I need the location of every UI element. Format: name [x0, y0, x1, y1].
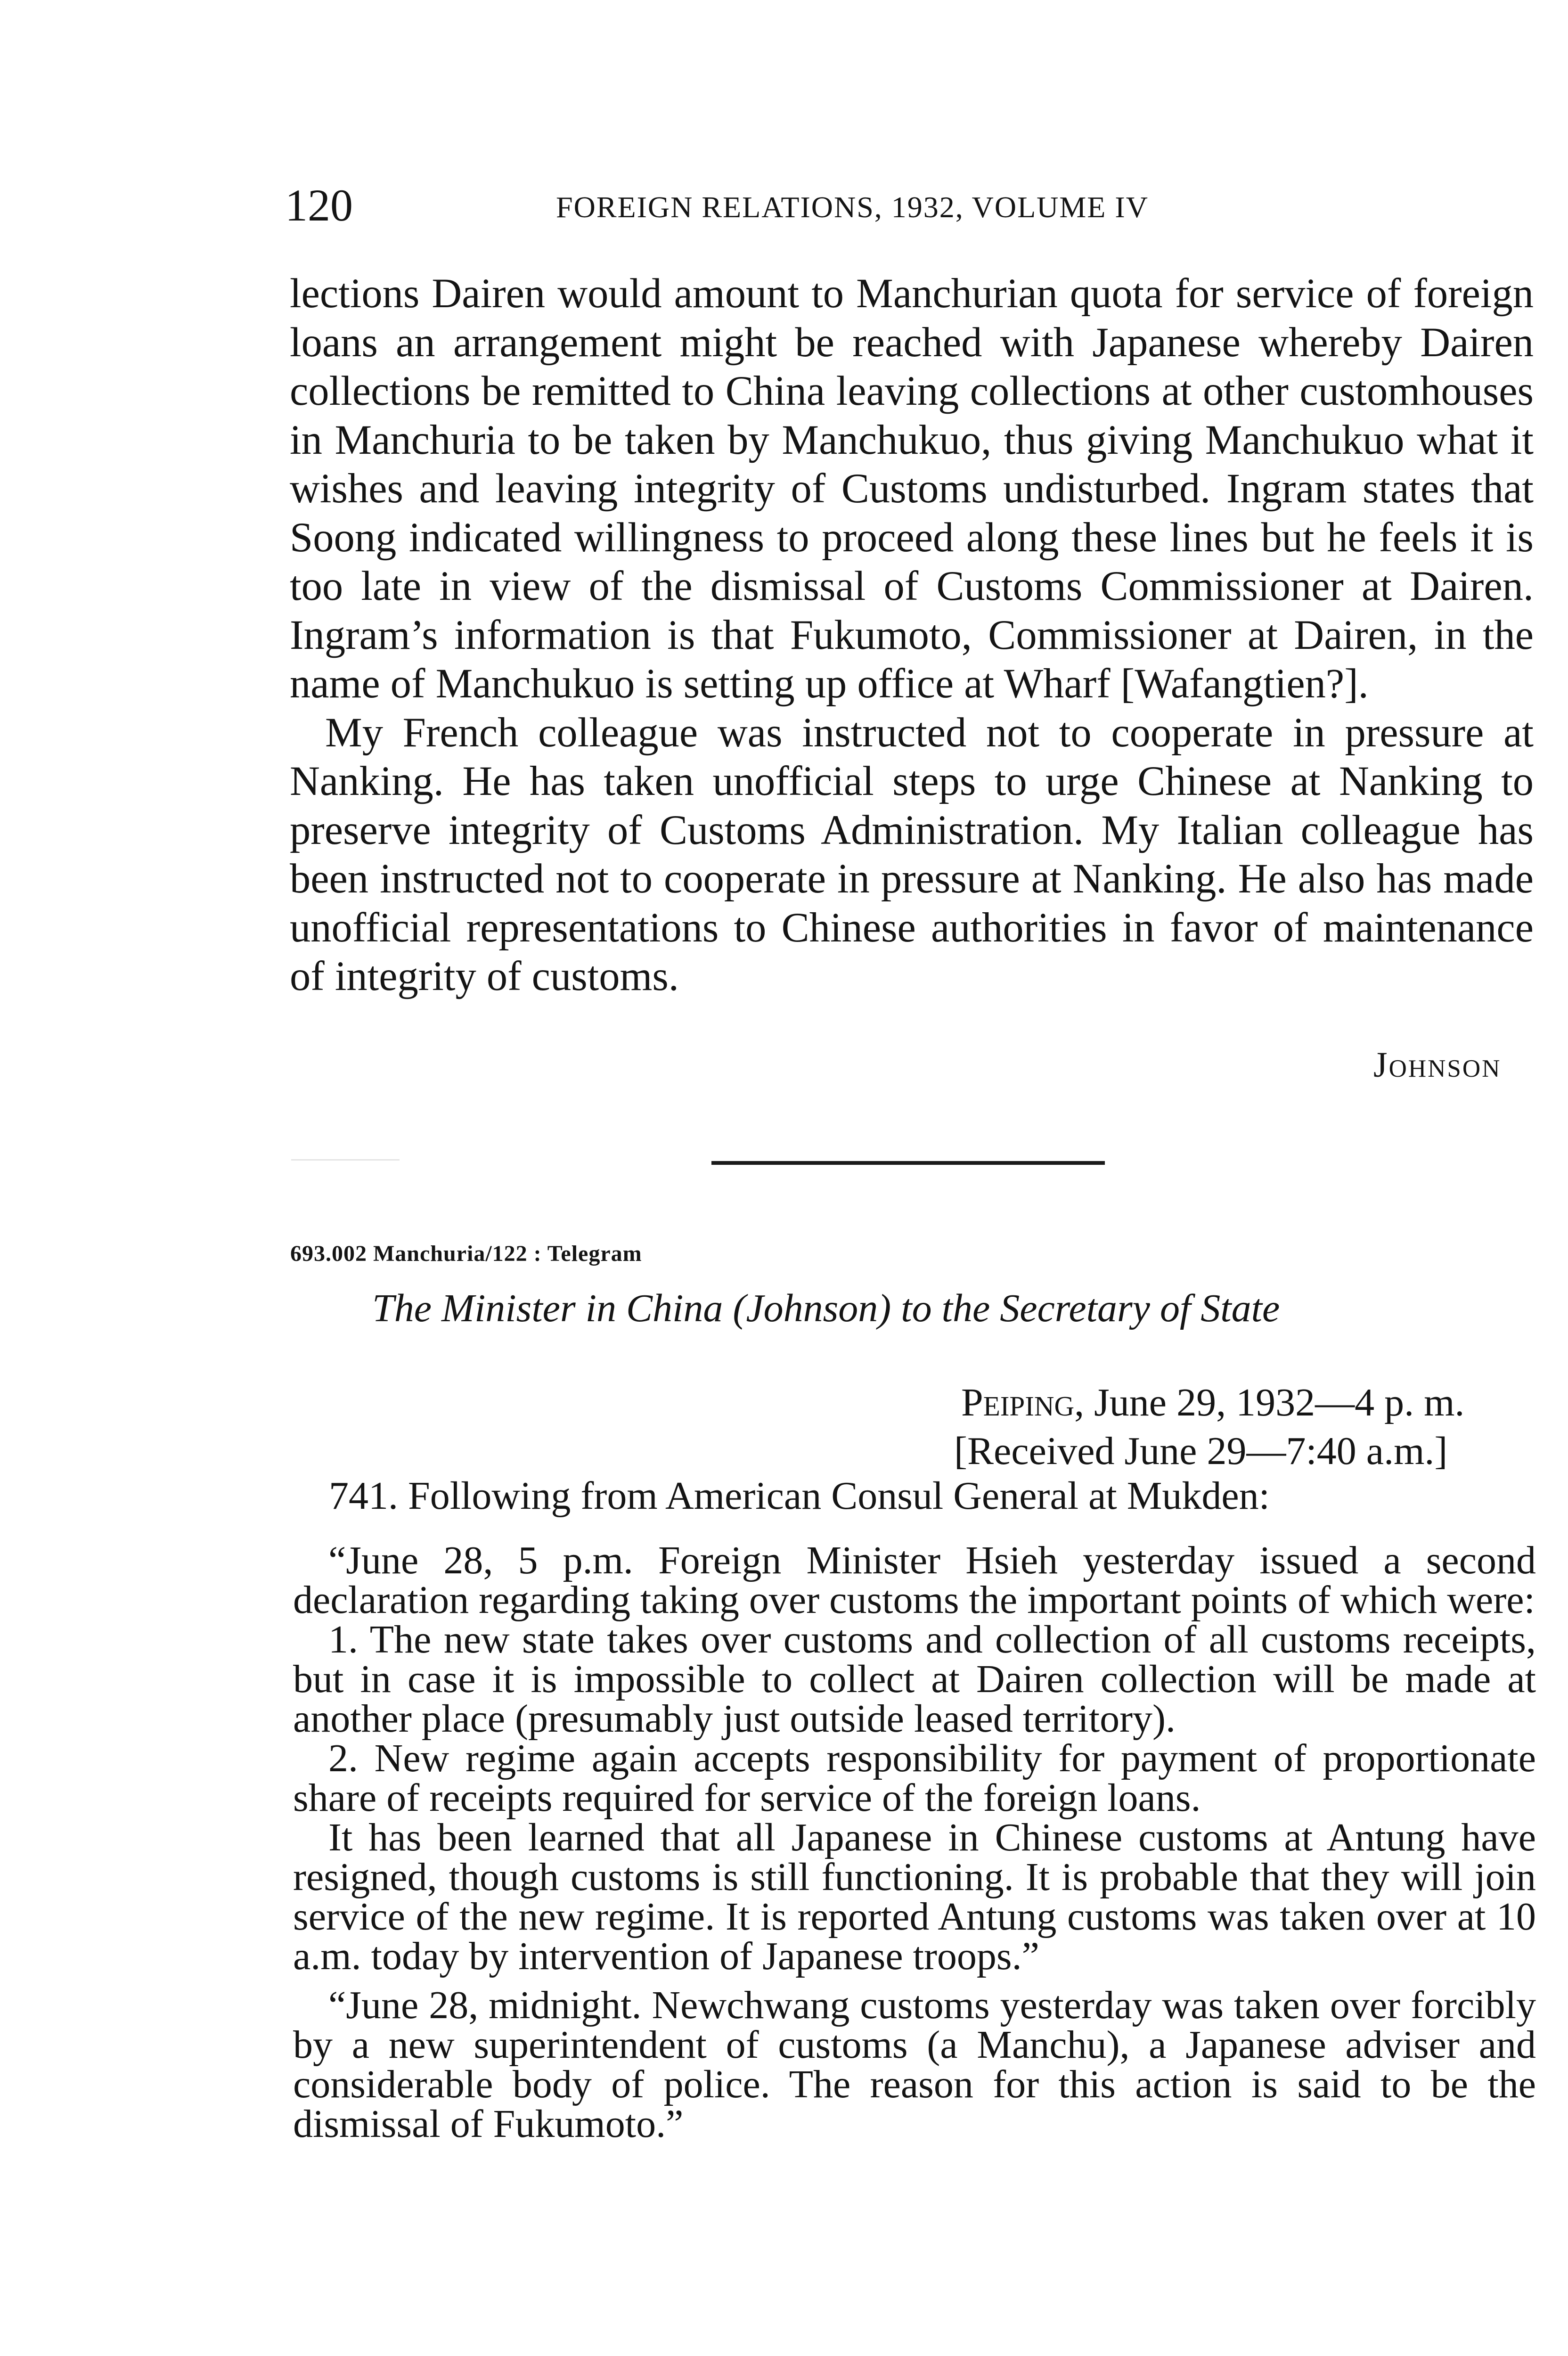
paragraph: 1. The new state takes over customs and collection of all customs receipts, but in case it is impossible to collect at Dairen collection will be made at another place (presumably just outside leased territory). — [293, 1618, 1536, 1741]
scan-speck — [291, 1159, 400, 1161]
paragraph: “June 28, 5 p.m. Foreign Minister Hsieh yesterday issued a second declaration regarding taking over customs the important points of which were: — [293, 1538, 1536, 1622]
section-divider — [711, 1161, 1105, 1165]
paragraph: lections Dairen would amount to Manchurian quota for service of foreign loans an arrangement might be reached with Japanese whereby Dairen collections be remitted to China leaving collections at other customhouses in Manchuria to be taken by Manchukuo, thus giving Manchukuo what it wishes and leaving integrity of Customs undisturbed. Ingram states that Soong indicated willingness to proceed along these lines but he feels it is too late in view of the dismissal of Customs Commissioner at Dairen. Ingram’s information is that Fukumoto, Commissioner at Dairen, in the name of Manchukuo is setting up office at Wharf [Wafangtien?]. — [290, 270, 1534, 707]
telegram-body — [293, 1538, 1536, 2146]
place-name: Peiping, — [961, 1381, 1085, 1424]
paragraph: “June 28, midnight. Newchwang customs yesterday was taken over forcibly by a new superintendent of customs (a Manchu), a Japanese adviser and considerable body of police. The reason for this action is said to be the dismissal of Fukumoto.” — [293, 1983, 1536, 2146]
telegram-opening: 741. Following from American Consul General at Mukden: — [329, 1474, 1270, 1518]
date-sent: June 29, 1932—4 p. m. — [1094, 1381, 1465, 1424]
signature: Johnson — [1373, 1045, 1502, 1085]
received-line: [Received June 29—7:40 a.m.] — [954, 1429, 1448, 1473]
first-document-body — [290, 270, 1534, 1001]
page-number: 120 — [285, 180, 353, 230]
running-title: FOREIGN RELATIONS, 1932, VOLUME IV — [556, 190, 1149, 224]
paragraph: 2. New regime again accepts responsibility for payment of proportionate share of receipts required for service of the foreign loans. — [293, 1736, 1536, 1820]
file-reference: 693.002 Manchuria/122 : Telegram — [290, 1241, 642, 1266]
paragraph: My French colleague was instructed not to cooperate in pressure at Nanking. He has taken unofficial steps to urge Chinese at Nanking to preserve integrity of Customs Administration. My Italian colleague has been instructed not to cooperate in pressure at Nanking. He also has made unofficial representations to Chinese authorities in favor of maintenance of integrity of customs. — [290, 709, 1534, 999]
paragraph: It has been learned that all Japanese in Chinese customs at Antung have resigned, though customs is still functioning. It is probable that they will join service of the new regime. It is reported Antung customs was taken over at 10 a.m. today by intervention of Japanese troops.” — [293, 1816, 1536, 1978]
dateline — [961, 1383, 1464, 1423]
document-title: The Minister in China (Johnson) to the Secretary of State — [372, 1286, 1280, 1330]
